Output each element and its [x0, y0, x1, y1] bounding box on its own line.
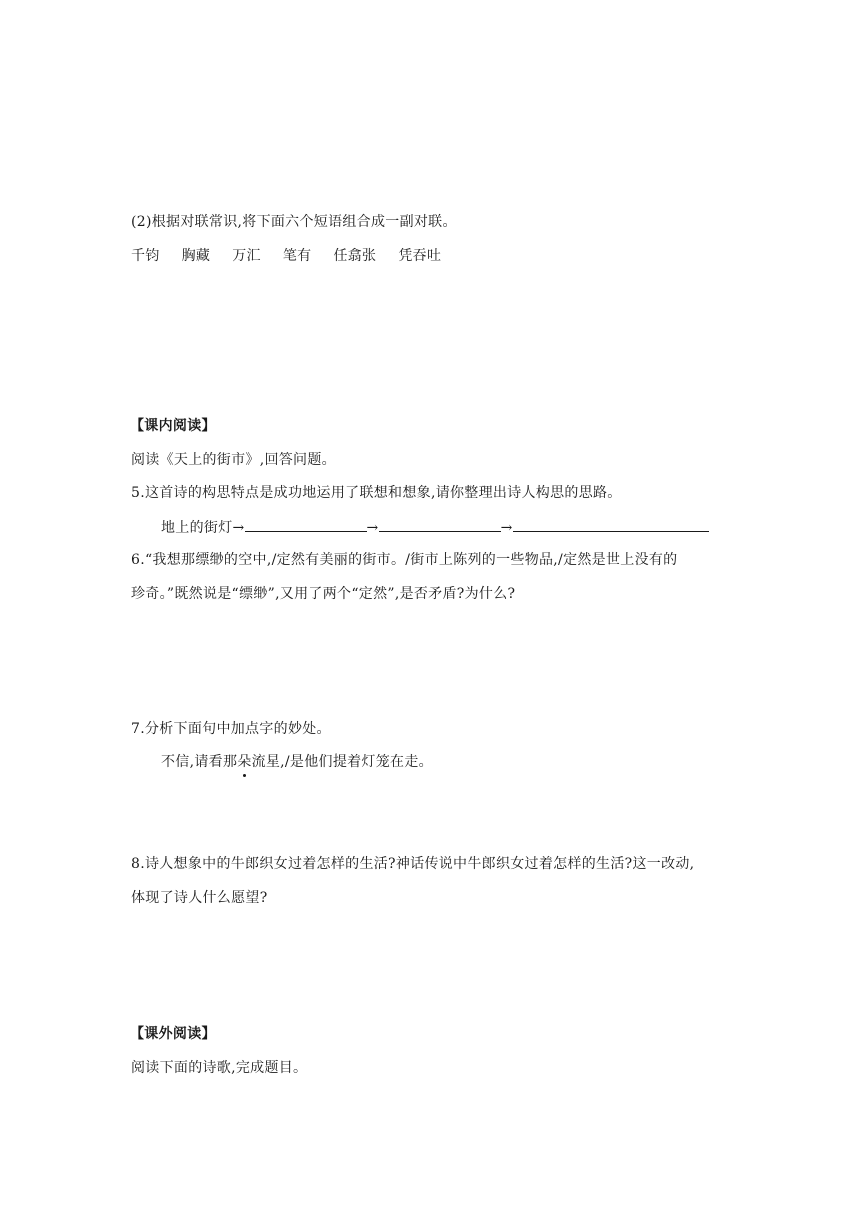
question-6-line-2: 珍奇。”既然说是“缥缈”,又用了两个“定然”,是否矛盾?为什么? [131, 586, 516, 602]
phrase: 笔有 [282, 248, 312, 264]
answer-blank[interactable] [513, 517, 709, 532]
question-5-answer-chain [161, 517, 709, 538]
phrase: 胸藏 [181, 248, 211, 264]
chain-start-text: 地上的街灯 [161, 520, 233, 536]
in-class-reading-intro: 阅读《天上的街市》,回答问题。 [131, 452, 336, 468]
question-6-line-1: 6.“我想那缥缈的空中,/定然有美丽的街市。/街市上陈列的一些物品,/定然是世上没有的 [131, 552, 678, 568]
arrow-icon: → [500, 520, 513, 536]
arrow-icon: → [366, 520, 379, 536]
in-class-reading-heading: 【课内阅读】 [130, 418, 216, 434]
question-2-phrases [131, 246, 441, 266]
quote-text: 流星,/是他们提着灯笼在走。 [251, 754, 433, 770]
answer-blank[interactable] [245, 517, 367, 532]
out-class-reading-heading: 【课外阅读】 [130, 1026, 216, 1042]
answer-blank[interactable] [379, 517, 501, 532]
phrase: 千钧 [131, 248, 160, 264]
out-class-reading-intro: 阅读下面的诗歌,完成题目。 [131, 1060, 308, 1076]
question-5-text: 5.这首诗的构思特点是成功地运用了联想和想象,请你整理出诗人构思的思路。 [131, 485, 622, 501]
question-2-prompt: (2)根据对联常识,将下面六个短语组合成一副对联。 [131, 214, 457, 230]
question-8-line-2: 体现了诗人什么愿望? [131, 890, 268, 906]
arrow-icon: → [232, 520, 245, 536]
phrase: 凭吞吐 [398, 248, 442, 264]
phrase: 任翕张 [333, 248, 377, 264]
dotted-character: 朵 [237, 754, 252, 770]
question-8-line-1: 8.诗人想象中的牛郎织女过着怎样的生活?神话传说中牛郎织女过着怎样的生活?这一改动, [131, 856, 695, 872]
question-7-quote [161, 752, 433, 772]
quote-text: 不信,请看那 [161, 754, 238, 770]
question-7-text: 7.分析下面句中加点字的妙处。 [131, 721, 331, 737]
phrase: 万汇 [232, 248, 261, 264]
